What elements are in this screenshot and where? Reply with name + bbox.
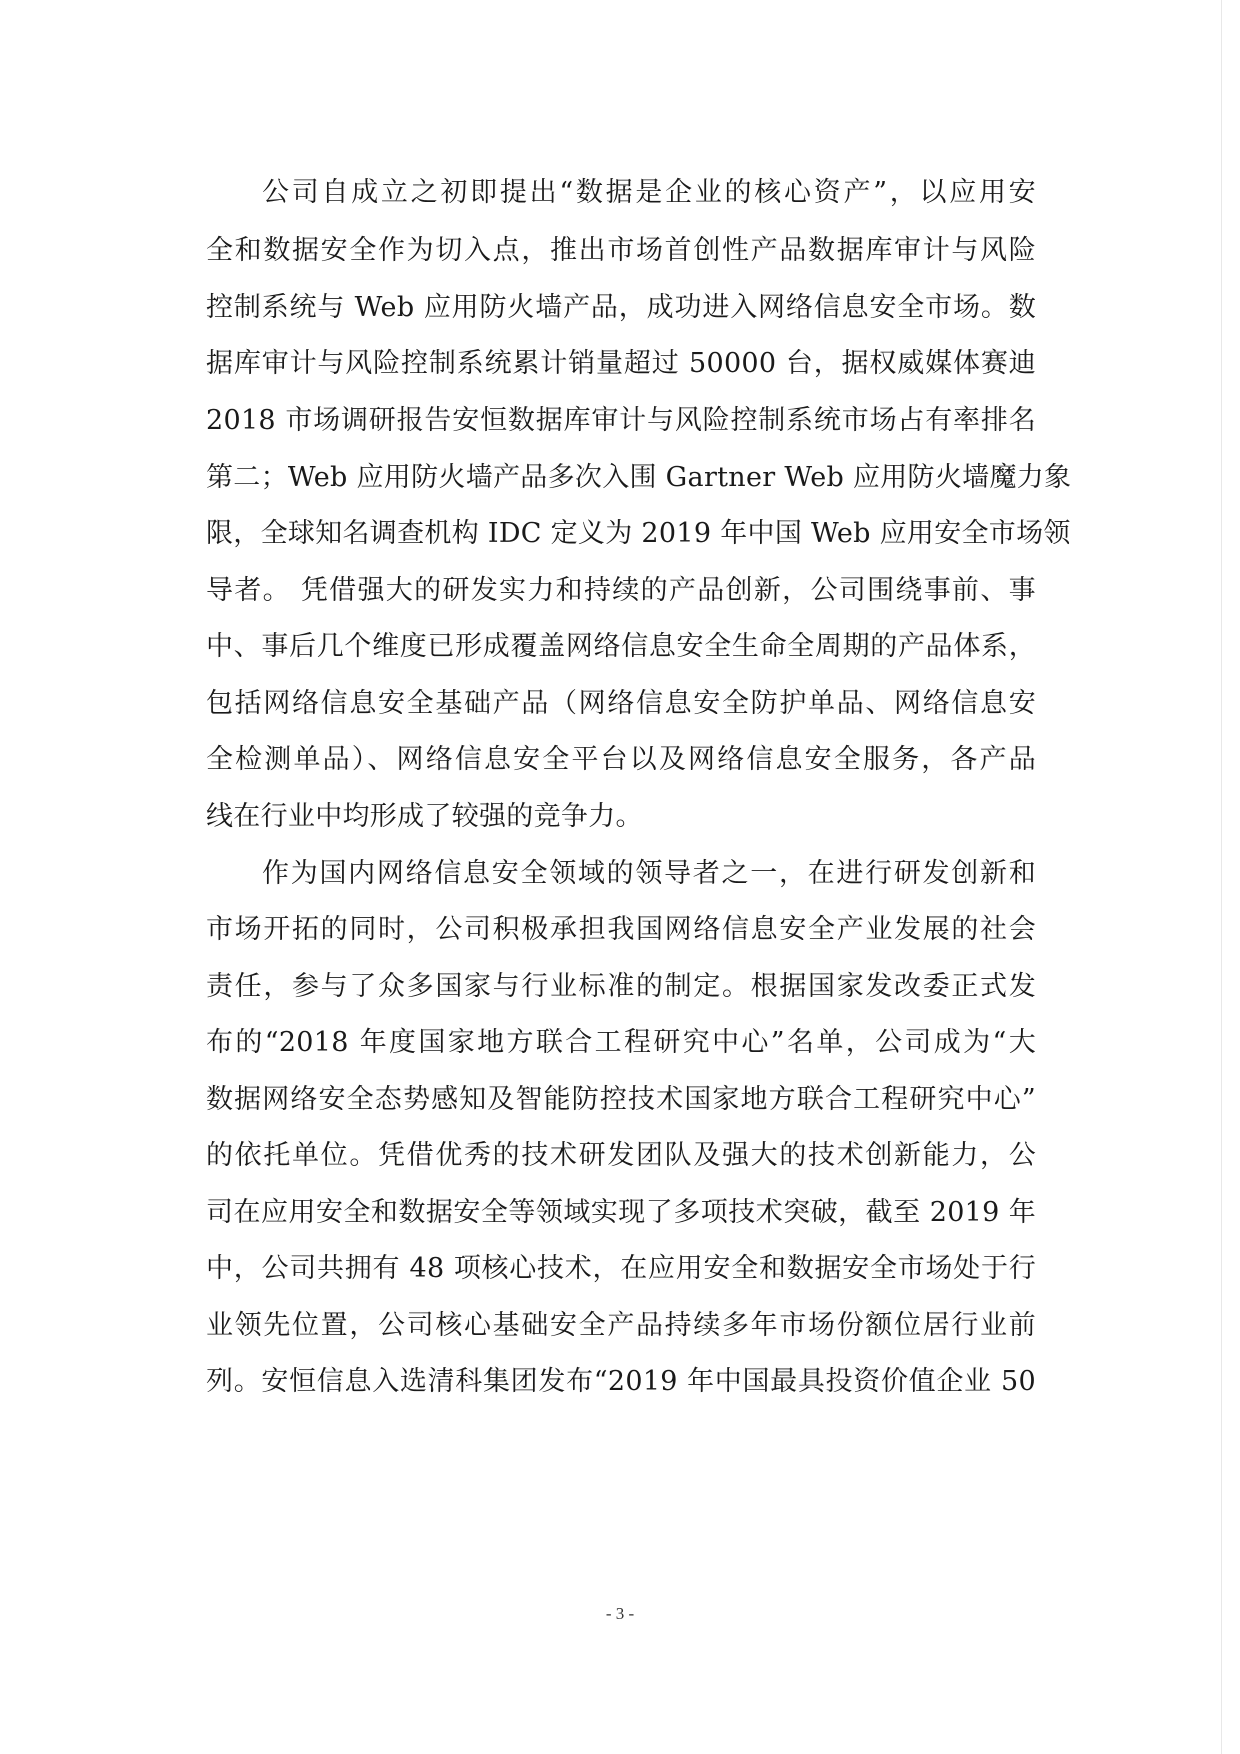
paragraph-line: 的依托单位。凭借优秀的技术研发团队及强大的技术创新能力，公 bbox=[206, 1140, 1036, 1171]
paragraph-line: 数据网络安全态势感知及智能防控技术国家地方联合工程研究中心” bbox=[206, 1084, 1036, 1115]
page-number: - 3 - bbox=[605, 1604, 635, 1623]
paragraph-line: 市场开拓的同时，公司积极承担我国网络信息安全产业发展的社会 bbox=[206, 914, 1036, 945]
paragraph-line: 2018 市场调研报告安恒数据库审计与风险控制系统市场占有率排名 bbox=[206, 405, 1036, 436]
paragraph-line: 控制系统与 Web 应用防火墙产品，成功进入网络信息安全市场。数 bbox=[206, 292, 1036, 323]
paragraph-line: 第二；Web 应用防火墙产品多次入围 Gartner Web 应用防火墙魔力象 bbox=[206, 462, 1072, 493]
paragraph-line: 责任，参与了众多国家与行业标准的制定。根据国家发改委正式发 bbox=[206, 971, 1036, 1002]
paragraph-line: 导者。 凭借强大的研发实力和持续的产品创新，公司围绕事前、事 bbox=[206, 575, 1036, 606]
paragraph-line: 线在行业中均形成了较强的竞争力。 bbox=[206, 801, 643, 832]
scan-edge-line bbox=[1221, 0, 1222, 1754]
paragraph-line: 业领先位置，公司核心基础安全产品持续多年市场份额位居行业前 bbox=[206, 1310, 1036, 1341]
paragraph-line: 列。安恒信息入选清科集团发布“2019 年中国最具投资价值企业 50 bbox=[206, 1366, 1036, 1397]
paragraph-line: 全检测单品）、网络信息安全平台以及网络信息安全服务，各产品 bbox=[206, 744, 1036, 775]
paragraph-line: 全和数据安全作为切入点，推出市场首创性产品数据库审计与风险 bbox=[206, 235, 1036, 266]
paragraph-line: 包括网络信息安全基础产品（网络信息安全防护单品、网络信息安 bbox=[206, 688, 1036, 719]
paragraph-line: 中、事后几个维度已形成覆盖网络信息安全生命全周期的产品体系， bbox=[206, 631, 1036, 662]
paragraph-line: 据库审计与风险控制系统累计销量超过 50000 台，据权威媒体赛迪 bbox=[206, 348, 1036, 379]
paragraph-line: 中，公司共拥有 48 项核心技术，在应用安全和数据安全市场处于行 bbox=[206, 1253, 1036, 1284]
paragraph-line: 司在应用安全和数据安全等领域实现了多项技术突破，截至 2019 年 bbox=[206, 1197, 1036, 1228]
paragraph-line: 公司自成立之初即提出“数据是企业的核心资产”，以应用安 bbox=[262, 177, 1036, 208]
paragraph-line: 布的“2018 年度国家地方联合工程研究中心”名单，公司成为“大 bbox=[206, 1027, 1036, 1058]
paragraph-line: 作为国内网络信息安全领域的领导者之一，在进行研发创新和 bbox=[262, 858, 1036, 889]
paragraph-line: 限，全球知名调查机构 IDC 定义为 2019 年中国 Web 应用安全市场领 bbox=[206, 518, 1071, 549]
